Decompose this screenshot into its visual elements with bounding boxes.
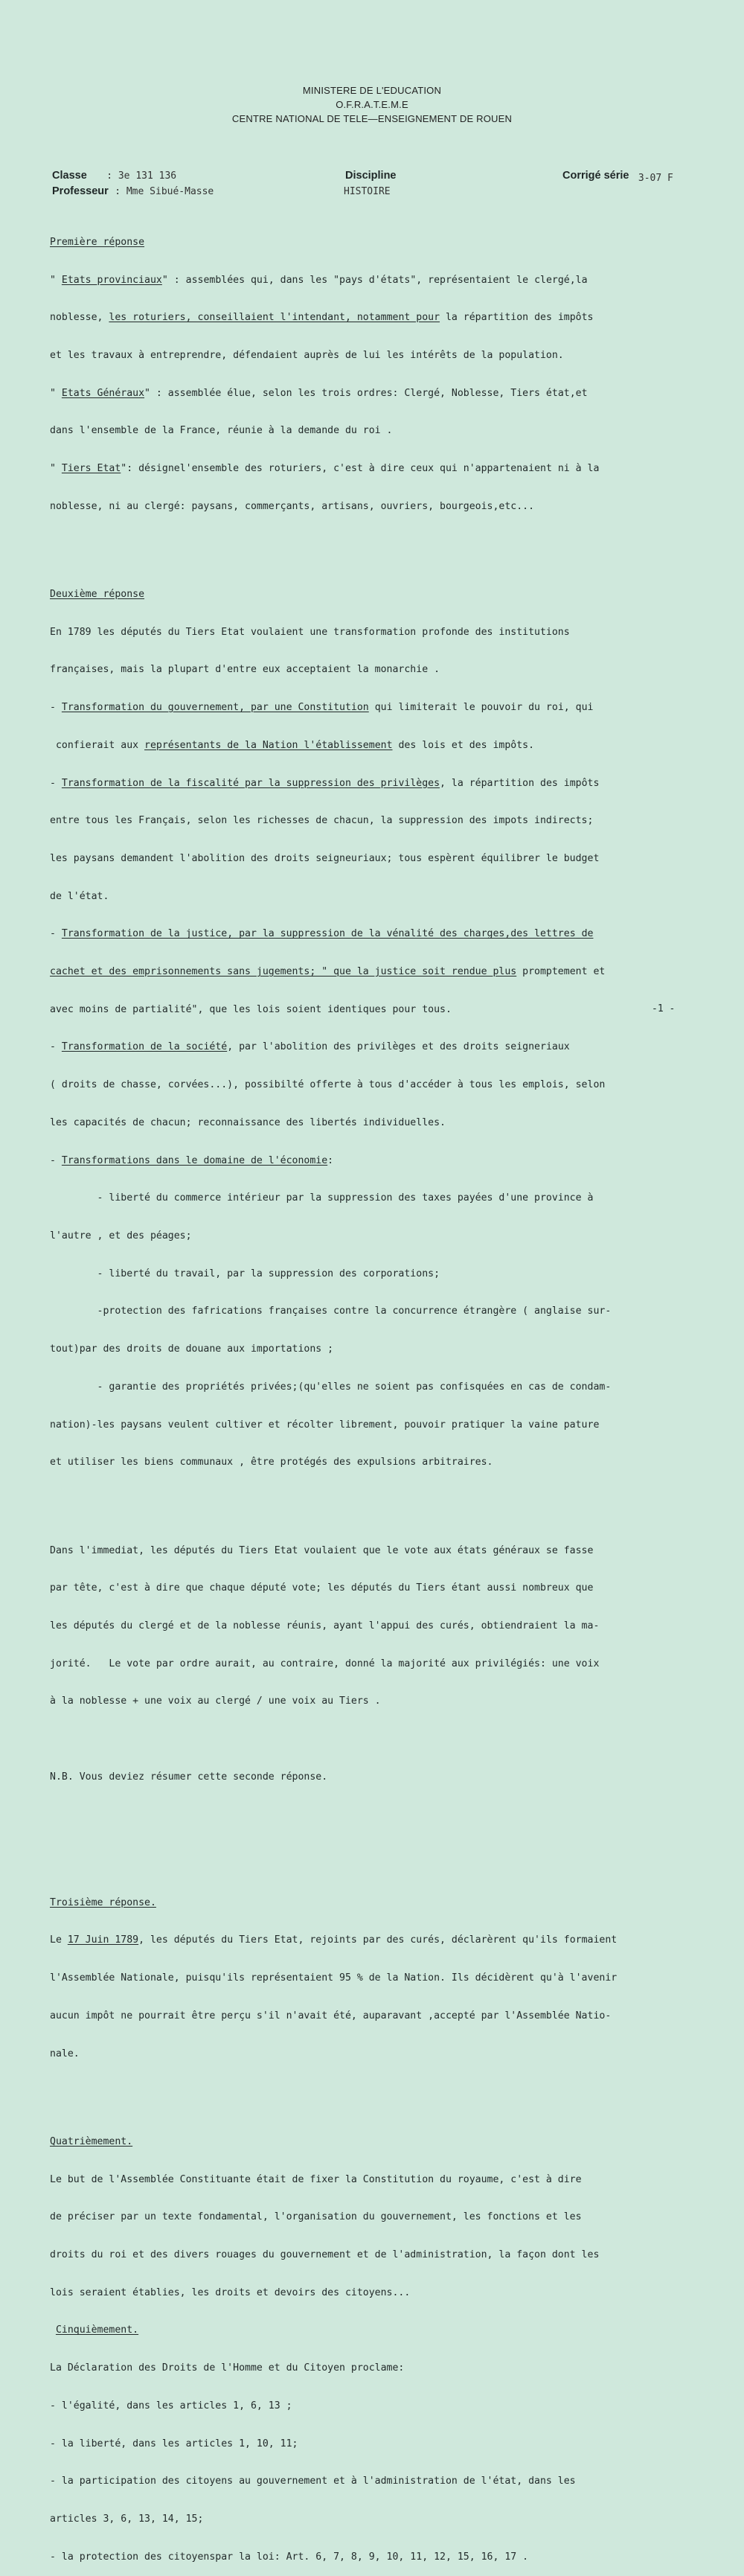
text-line: noblesse, les roturiers, conseillaient l'intendant, notamment pour la répartition des impôts [50,312,594,324]
classe-label: Classe [52,170,87,182]
text-line: - la liberté, dans les articles 1, 10, 11; [50,2438,298,2449]
text-line: La Déclaration des Droits de l'Homme et du Citoyen proclame: [50,2362,405,2374]
text-line: confierait aux représentants de la Nation l'établissement des lois et des impôts. [50,739,535,751]
text-line: les capacités de chacun; reconnaissance des libertés individuelles. [50,1116,446,1128]
text-line: - la protection des citoyenspar la loi: Art. 6, 7, 8, 9, 10, 11, 12, 15, 16, 17 . [50,2551,529,2563]
text-line: entre tous les Français, selon les richesses de chacun, la suppression des impots indirects; [50,815,594,827]
text-line: de préciser par un texte fondamental, l'organisation du gouvernement, les fonctions et les [50,2211,582,2223]
ministry-line: MINISTERE DE L'EDUCATION [302,85,442,96]
professeur-label: Professeur [52,185,109,197]
text-line: ( droits de chasse, corvées...), possibilté offerte à tous d'accéder à tous les emplois, selon [50,1079,606,1091]
text-line: cachet et des emprisonnements sans jugements; " que la justice soit rendue plus promptement et [50,966,606,978]
text-line: l'autre , et des péages; [50,1230,192,1241]
section-title: Troisième réponse. [50,1896,156,1908]
text-line: par tête, c'est à dire que chaque député vote; les députés du Tiers étant aussi nombreux que [50,1582,594,1594]
text-line: dans l'ensemble de la France, réunie à la demande du roi . [50,425,393,437]
text-line: - Transformation de la justice, par la suppression de la vénalité des charges,des lettres de [50,928,594,940]
course-metadata [52,170,699,202]
text-line: - Transformations dans le domaine de l'économie: [50,1154,334,1166]
nb-note: N.B. Vous deviez résumer cette seconde réponse. [50,1771,328,1783]
text-line: Le 17 Juin 1789, les députés du Tiers Etat, rejoints par des curés, déclarèrent qu'ils formaient [50,1934,618,1946]
corrige-label: Corrigé série [562,170,629,182]
text-line: Dans l'immediat, les députés du Tiers Etat voulaient que le vote aux états généraux se fasse [50,1544,594,1556]
text-line: et utiliser les biens communaux , être protégés des expulsions arbitraires. [50,1457,493,1468]
text-line: nation)-les paysans veulent cultiver et récolter librement, pouvoir pratiquer la vaine pature [50,1419,600,1431]
corrige-value: 3-07 F [638,173,673,184]
text-line: noblesse, ni au clergé: paysans, commerçants, artisans, ouvriers, bourgeois,etc... [50,500,535,512]
professeur-value: : Mme Sibué-Masse [115,186,214,197]
page-number: -1 - [652,1003,676,1014]
text-line: " Tiers Etat": désignel'ensemble des roturiers, c'est à dire ceux qui n'appartenaient ni à la [50,463,600,475]
text-line: aucun impôt ne pourrait être perçu s'il n'avait été, auparavant ,accepté par l'Assemblée Natio- [50,2010,612,2022]
section-title: Cinquièmement. [55,2324,139,2336]
ofrateme-line: O.F.R.A.T.E.M.E [336,99,408,110]
text-line: tout)par des droits de douane aux importations ; [50,1343,334,1355]
text-line: -protection des fafrications françaises contre la concurrence étrangère ( anglaise sur- [50,1305,612,1317]
text-line: - Transformation de la fiscalité par la suppression des privilèges, la répartition des impôts [50,777,600,789]
text-line: " Etats provinciaux" : assemblées qui, dans les "pays d'états", représentaient le clergé,la [50,274,588,286]
answer-body [50,211,705,2576]
text-line: - liberté du travail, par la suppression des corporations; [50,1268,440,1279]
text-line: de l'état. [50,890,109,902]
text-line: lois seraient établies, les droits et devoirs des citoyens... [50,2286,411,2298]
text-line: jorité. Le vote par ordre aurait, au contraire, donné la majorité aux privilégiés: une voix [50,1658,600,1669]
section-title: Deuxième réponse [50,589,145,601]
classe-value: : 3e 131 136 [106,170,177,182]
text-line: En 1789 les députés du Tiers Etat voulaient une transformation profonde des institutions [50,626,570,638]
text-line: à la noblesse + une voix au clergé / une voix au Tiers . [50,1696,381,1707]
text-line: - l'égalité, dans les articles 1, 6, 13 ; [50,2400,292,2412]
text-line: - liberté du commerce intérieur par la suppression des taxes payées d'une province à [50,1192,594,1204]
text-line: nale. [50,2048,80,2059]
text-line: avec moins de partialité", que les lois soient identiques pour tous. [50,1003,452,1015]
text-line: droits du roi et des divers rouages du gouvernement et de l'administration, la façon dont les [50,2249,600,2260]
section-title: Première réponse [50,236,145,248]
text-line: " Etats Généraux" : assemblée élue, selon les trois ordres: Clergé, Noblesse, Tiers état,et [50,387,588,399]
text-line: les paysans demandent l'abolition des droits seigneuriaux; tous espèrent équilibrer le budget [50,852,600,864]
text-line: l'Assemblée Nationale, puisqu'ils représentaient 95 % de la Nation. Ils décidèrent qu'à l'avenir [50,1972,618,1984]
text-line: - la participation des citoyens au gouvernement et à l'administration de l'état, dans les [50,2476,576,2487]
text-line: articles 3, 6, 13, 14, 15; [50,2513,204,2525]
text-line: - Transformation du gouvernement, par une Constitution qui limiterait le pouvoir du roi, qui [50,702,594,714]
text-line: Le but de l'Assemblée Constituante était de fixer la Constitution du royaume, c'est à dire [50,2173,582,2185]
text-line: et les travaux à entreprendre, défendaient auprès de lui les intérêts de la population. [50,349,564,361]
discipline-label: Discipline [345,170,397,182]
text-line: les députés du clergé et de la noblesse réunis, ayant l'appui des curés, obtiendraient la ma- [50,1620,600,1631]
section-title: Quatrièmement. [50,2135,133,2147]
text-line: - garantie des propriétés privées;(qu'elles ne soient pas confisquées en cas de condam- [50,1381,612,1393]
text-line: - Transformation de la société, par l'abolition des privilèges et des droits seigneriaux [50,1041,570,1053]
document-header [0,83,744,126]
discipline-value: HISTOIRE [344,186,391,197]
centre-line: CENTRE NATIONAL DE TELE—ENSEIGNEMENT DE ROUEN [231,113,513,124]
text-line: françaises, mais la plupart d'entre eux acceptaient la monarchie . [50,664,440,676]
